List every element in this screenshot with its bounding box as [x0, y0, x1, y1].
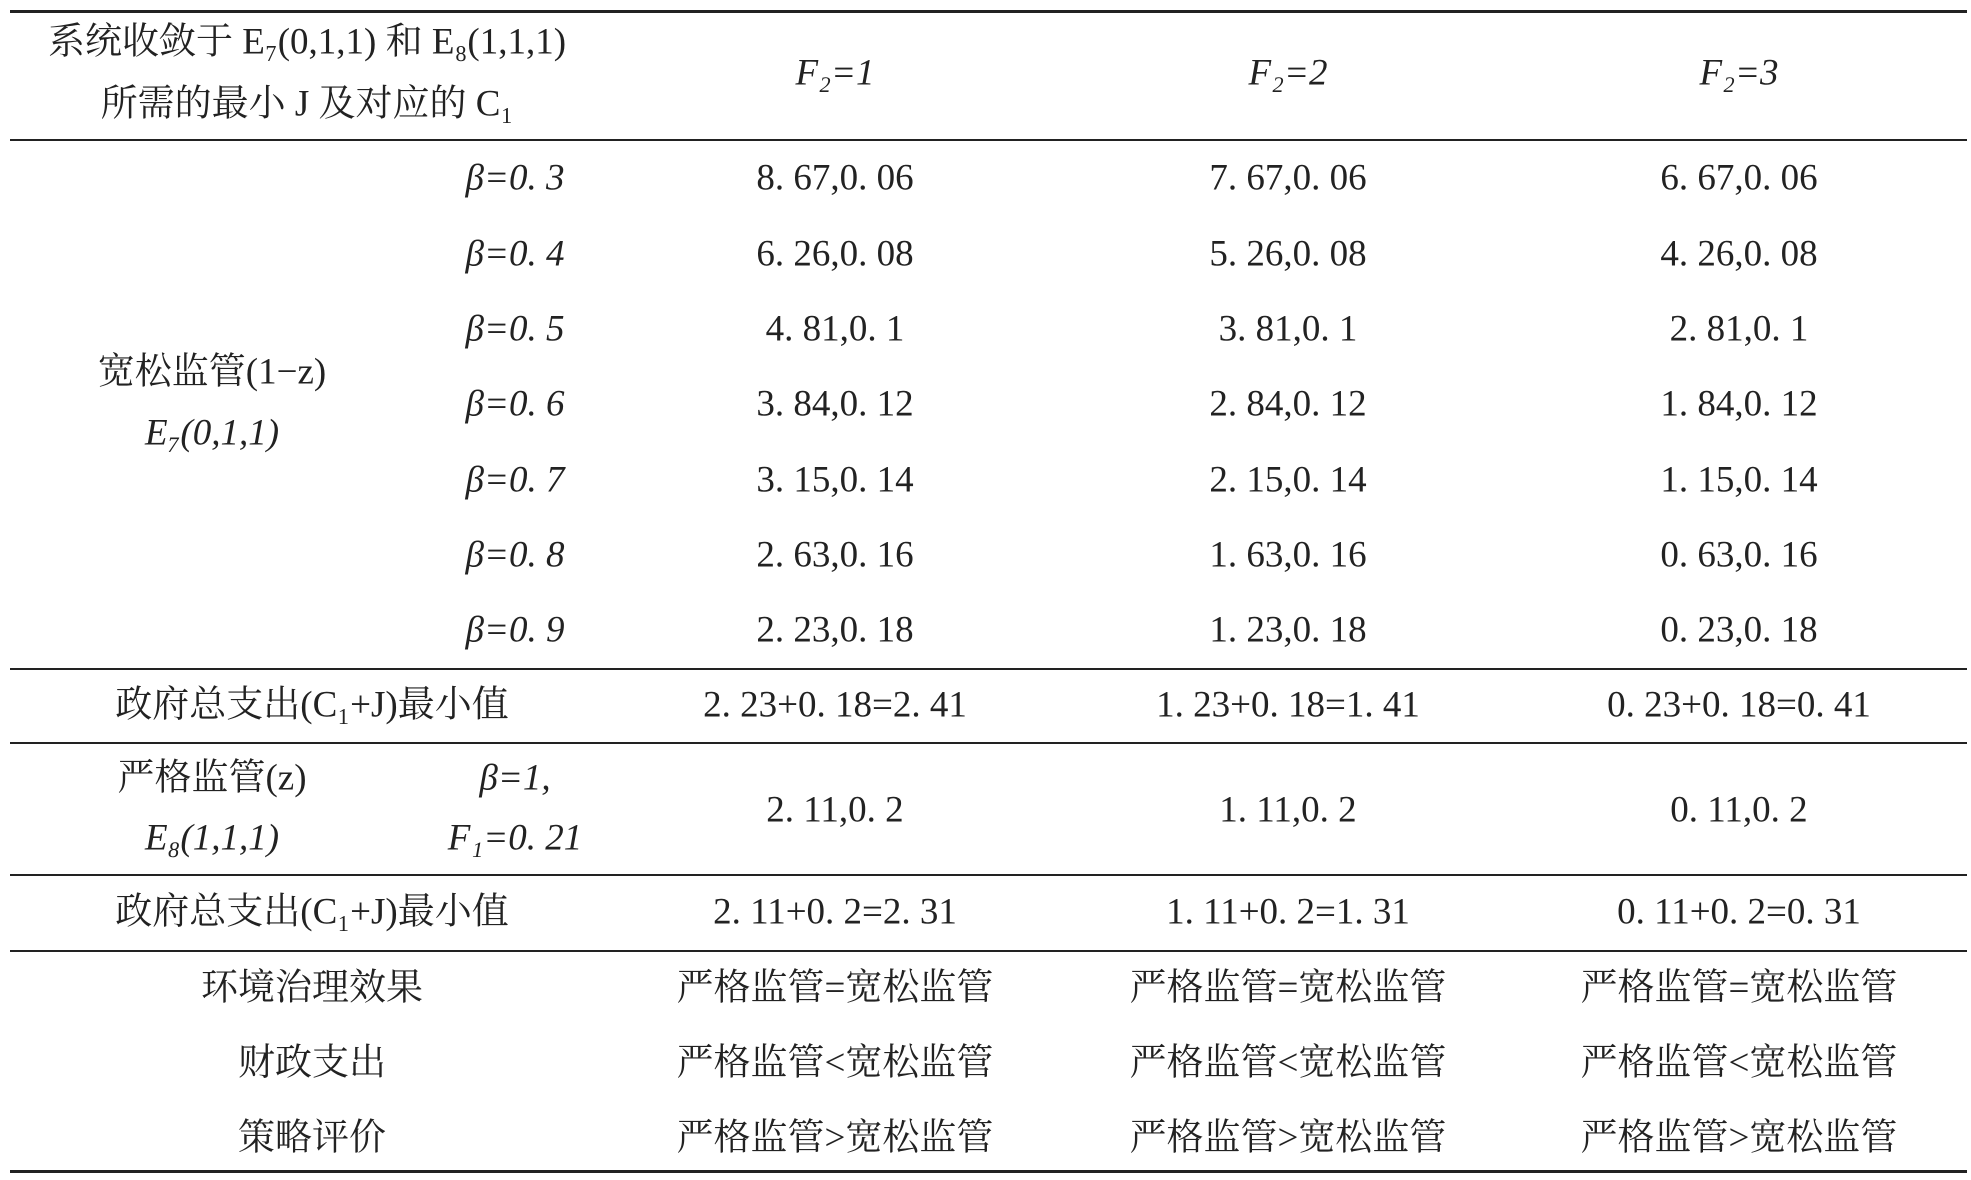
table-cell: 严格监管=宽松监管: [1129, 967, 1447, 1009]
column-header-f2-1: F₂=1: [795, 52, 875, 94]
table-cell: 6. 67,0. 06: [1660, 157, 1818, 199]
beta-label: β=0. 5: [465, 308, 565, 350]
table-cell: 4. 26,0. 08: [1660, 233, 1818, 275]
table-cell: 严格监管=宽松监管: [676, 967, 994, 1009]
table-cell: 2. 11,0. 2: [766, 789, 904, 831]
table-cell: 0. 63,0. 16: [1660, 534, 1818, 576]
table-cell: 4. 81,0. 1: [765, 308, 905, 350]
table-cell: 1. 63,0. 16: [1209, 534, 1367, 576]
table-cell: 8. 67,0. 06: [756, 157, 914, 199]
strict-block-rule: [10, 874, 1967, 876]
bottom-rule: [10, 1170, 1967, 1173]
beta-label: β=0. 3: [465, 157, 565, 199]
strict-beta-label: β=1,: [479, 757, 551, 799]
loose-total-label: 政府总支出(C₁+J)最小值: [115, 684, 509, 726]
table-cell: 7. 67,0. 06: [1209, 157, 1367, 199]
beta-label: β=0. 6: [465, 383, 565, 425]
header-corner-line1: 系统收敛于 E₇(0,1,1) 和 E₈(1,1,1): [47, 21, 567, 63]
beta-label: β=0. 4: [465, 233, 565, 275]
header-corner-line2: 所需的最小 J 及对应的 C₁: [100, 83, 514, 125]
table-cell: 5. 26,0. 08: [1209, 233, 1367, 275]
summary-label-fiscal: 财政支出: [238, 1042, 386, 1084]
column-header-f2-2: F₂=2: [1248, 52, 1328, 94]
table-cell: 严格监管>宽松监管: [676, 1117, 994, 1159]
strict-total-rule: [10, 950, 1967, 952]
table-cell: 2. 23+0. 18=2. 41: [703, 684, 967, 726]
loose-block-rule: [10, 668, 1967, 670]
table-cell: 1. 11+0. 2=1. 31: [1166, 891, 1410, 933]
beta-label: β=0. 8: [465, 534, 565, 576]
strict-total-label: 政府总支出(C₁+J)最小值: [115, 891, 509, 933]
column-header-f2-3: F₂=3: [1699, 52, 1779, 94]
strict-supervision-label: 严格监管(z): [117, 757, 307, 799]
table-cell: 2. 23,0. 18: [756, 609, 914, 651]
table-cell: 2. 11+0. 2=2. 31: [713, 891, 957, 933]
table-cell: 严格监管<宽松监管: [1129, 1042, 1447, 1084]
table-cell: 6. 26,0. 08: [756, 233, 914, 275]
loose-equilibrium-label: E₇(0,1,1): [144, 412, 280, 454]
table-cell: 0. 23+0. 18=0. 41: [1607, 684, 1871, 726]
table-cell: 3. 15,0. 14: [756, 459, 914, 501]
summary-label-strategy: 策略评价: [238, 1117, 386, 1159]
loose-supervision-label: 宽松监管(1−z): [97, 351, 327, 393]
table-cell: 0. 23,0. 18: [1660, 609, 1818, 651]
beta-label: β=0. 7: [465, 459, 565, 501]
table-cell: 3. 81,0. 1: [1218, 308, 1358, 350]
table-cell: 1. 23,0. 18: [1209, 609, 1367, 651]
table-cell: 1. 11,0. 2: [1219, 789, 1357, 831]
table-cell: 2. 84,0. 12: [1209, 383, 1367, 425]
table-cell: 严格监管=宽松监管: [1580, 967, 1898, 1009]
table-cell: 1. 84,0. 12: [1660, 383, 1818, 425]
summary-label-governance: 环境治理效果: [201, 967, 423, 1009]
top-rule: [10, 10, 1967, 13]
loose-total-rule: [10, 742, 1967, 744]
header-rule: [10, 139, 1967, 141]
strict-equilibrium-label: E₈(1,1,1): [144, 817, 280, 859]
strict-f1-label: F₁=0. 21: [447, 817, 583, 859]
table-cell: 0. 11,0. 2: [1670, 789, 1808, 831]
table-cell: 1. 15,0. 14: [1660, 459, 1818, 501]
table-cell: 0. 11+0. 2=0. 31: [1617, 891, 1861, 933]
table-cell: 严格监管>宽松监管: [1580, 1117, 1898, 1159]
table-cell: 3. 84,0. 12: [756, 383, 914, 425]
table-cell: 严格监管<宽松监管: [1580, 1042, 1898, 1084]
table-cell: 1. 23+0. 18=1. 41: [1156, 684, 1420, 726]
table-cell: 2. 81,0. 1: [1669, 308, 1809, 350]
table-cell: 严格监管<宽松监管: [676, 1042, 994, 1084]
beta-label: β=0. 9: [465, 609, 565, 651]
table-cell: 2. 15,0. 14: [1209, 459, 1367, 501]
table-cell: 严格监管>宽松监管: [1129, 1117, 1447, 1159]
table-cell: 2. 63,0. 16: [756, 534, 914, 576]
